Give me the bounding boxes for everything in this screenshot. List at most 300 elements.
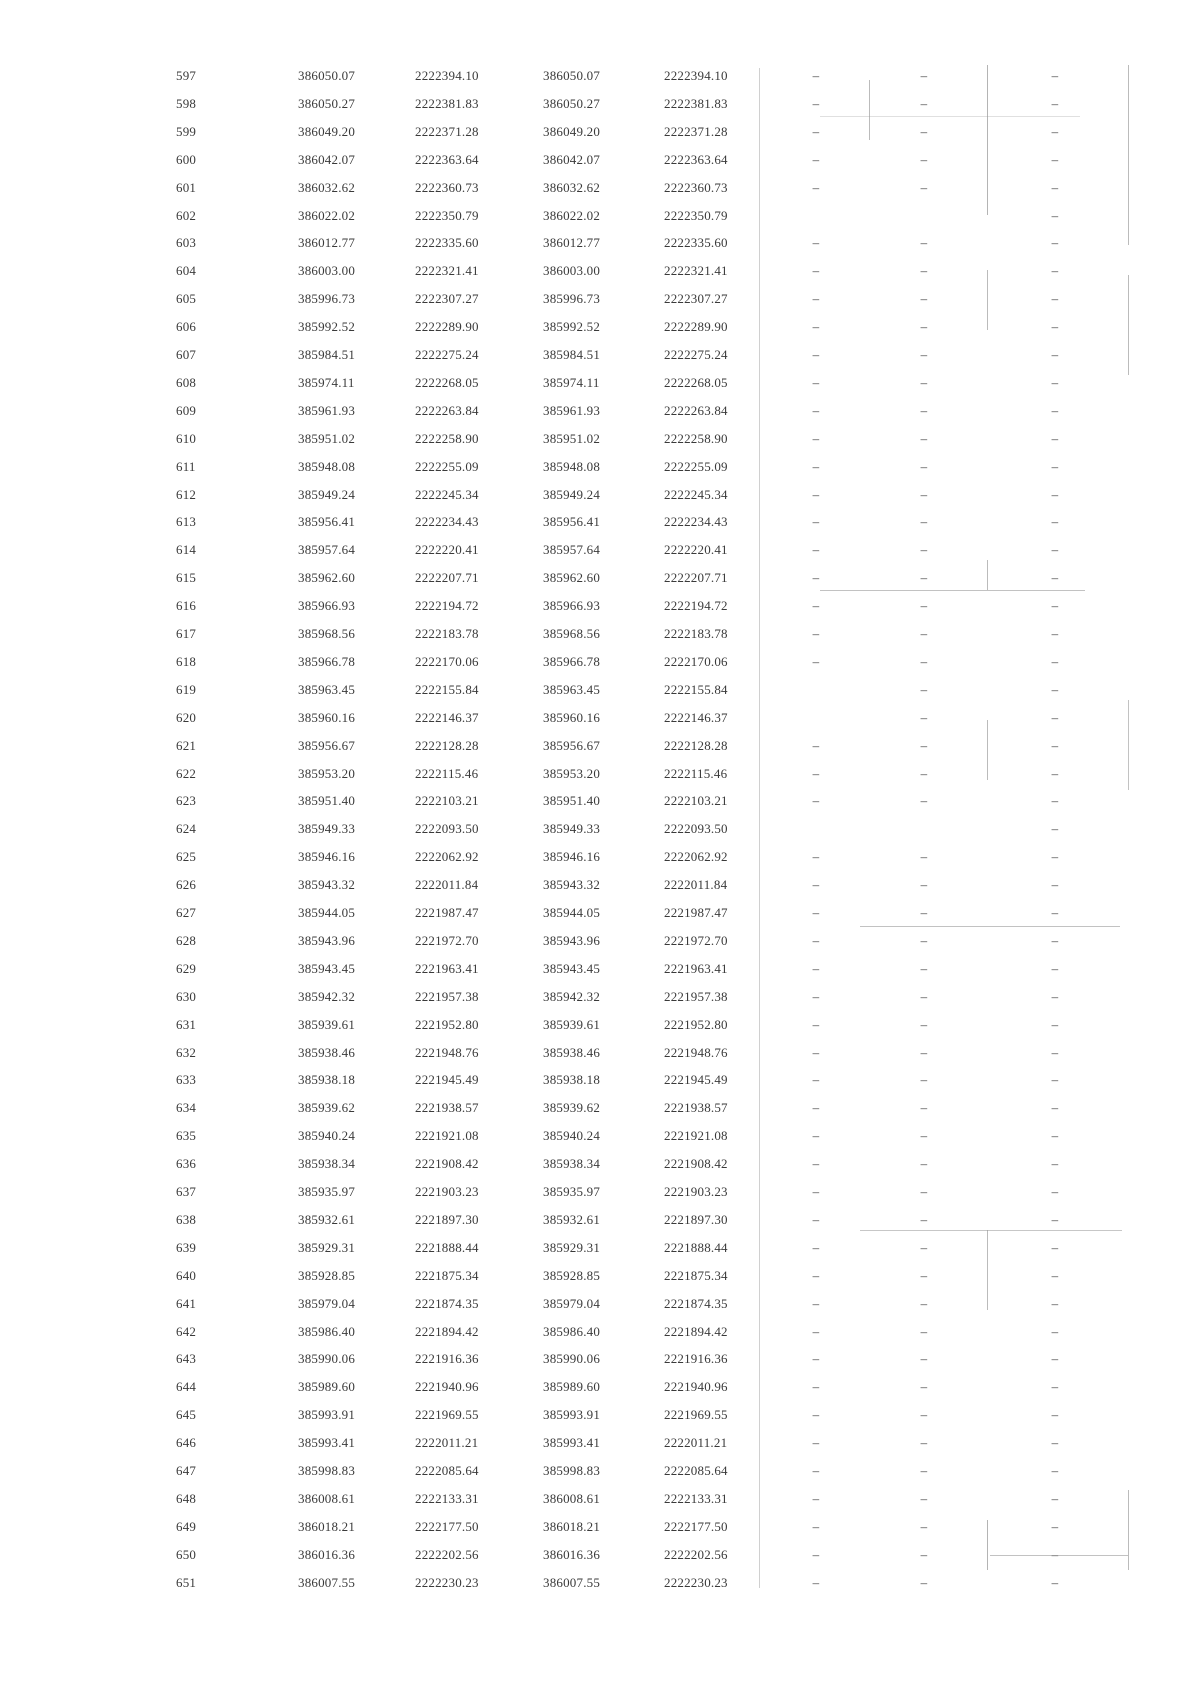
- cell-x1: 385984.51: [298, 347, 356, 362]
- cell-y1: 2222230.23: [415, 1574, 479, 1590]
- cell-no: 635: [176, 1128, 197, 1144]
- cell-d3: –: [1051, 1435, 1059, 1451]
- cell-x2: 385963.45: [543, 681, 601, 697]
- cell-d2: –: [920, 653, 928, 669]
- cell-no: 649: [176, 1518, 197, 1534]
- cell-d2: –: [920, 988, 928, 1004]
- cell-no: 633: [176, 1072, 197, 1088]
- cell-d1: [806, 704, 826, 732]
- cell-d1: –: [812, 68, 820, 83]
- cell-x1: 385951.02: [298, 430, 356, 446]
- cell-d3: –: [1051, 291, 1059, 307]
- cell-d2: –: [920, 347, 928, 362]
- cell-x1: 385939.62: [298, 1100, 356, 1116]
- cell-no: 601: [176, 179, 197, 195]
- cell-x2: 385992.52: [543, 319, 601, 335]
- table-row: [0, 815, 1200, 843]
- cell-y1: 2221875.34: [415, 1267, 479, 1283]
- cell-x1: 385990.06: [298, 1351, 356, 1367]
- cell-x1: 385951.40: [298, 793, 356, 809]
- cell-d2: –: [920, 1128, 928, 1144]
- cell-x2: 385938.34: [543, 1156, 601, 1172]
- cell-d3: –: [1051, 151, 1059, 167]
- cell-x2: 385951.40: [543, 793, 601, 809]
- cell-d2: –: [920, 374, 928, 390]
- cell-x1: 385939.61: [298, 1016, 356, 1032]
- cell-x1: 386050.27: [298, 95, 356, 111]
- cell-x1: 385998.83: [298, 1463, 356, 1478]
- cell-d1: –: [812, 1211, 820, 1227]
- cell-y2: 2222230.23: [664, 1574, 728, 1590]
- cell-x2: 385993.91: [543, 1407, 601, 1423]
- cell-y1: 2221916.36: [415, 1351, 479, 1367]
- cell-d1: –: [812, 570, 820, 586]
- table-rule: [987, 1230, 988, 1310]
- table-rule: [1128, 275, 1129, 375]
- cell-y2: 2222263.84: [664, 402, 728, 418]
- cell-d1: –: [812, 626, 820, 641]
- cell-x1: 386032.62: [298, 179, 356, 195]
- cell-x2: 385943.45: [543, 960, 601, 976]
- cell-x1: 385956.41: [298, 514, 356, 530]
- cell-x1: 385968.56: [298, 626, 356, 641]
- table-row: [0, 1345, 1200, 1373]
- cell-d2: –: [920, 1267, 928, 1283]
- cell-x2: 385986.40: [543, 1323, 601, 1339]
- cell-x2: 385939.62: [543, 1100, 601, 1116]
- cell-d2: –: [920, 849, 928, 865]
- cell-d3: –: [1051, 932, 1059, 948]
- cell-y2: 2221894.42: [664, 1323, 728, 1339]
- cell-y2: 2221940.96: [664, 1379, 728, 1395]
- cell-x1: 385935.97: [298, 1184, 356, 1199]
- cell-x2: 385951.02: [543, 430, 601, 446]
- cell-no: 638: [176, 1211, 197, 1227]
- cell-x1: 385996.73: [298, 291, 356, 307]
- cell-d3: –: [1051, 598, 1059, 614]
- cell-y2: 2222170.06: [664, 653, 728, 669]
- cell-d2: –: [920, 1546, 928, 1562]
- cell-y1: 2222350.79: [415, 207, 479, 223]
- cell-y1: 2221940.96: [415, 1379, 479, 1395]
- cell-d1: –: [812, 1518, 820, 1534]
- cell-x2: 385929.31: [543, 1239, 601, 1255]
- cell-x2: 385944.05: [543, 905, 601, 920]
- cell-y1: 2222177.50: [415, 1518, 479, 1534]
- cell-x2: 385943.32: [543, 877, 601, 893]
- cell-no: 618: [176, 653, 197, 669]
- cell-d3: –: [1051, 1574, 1059, 1590]
- cell-y1: 2222335.60: [415, 235, 479, 251]
- cell-y1: 2221952.80: [415, 1016, 479, 1032]
- cell-y2: 2222011.84: [664, 877, 728, 893]
- cell-d1: –: [812, 374, 820, 390]
- cell-d1: –: [812, 1546, 820, 1562]
- cell-d2: –: [920, 905, 928, 920]
- cell-no: 645: [176, 1407, 197, 1423]
- cell-y1: 2221969.55: [415, 1407, 479, 1423]
- table-row: [0, 1318, 1200, 1346]
- cell-y1: 2222155.84: [415, 681, 479, 697]
- cell-d2: –: [920, 1184, 928, 1199]
- cell-d2: –: [920, 95, 928, 111]
- table-rule: [987, 560, 988, 590]
- table-row: [0, 425, 1200, 453]
- cell-d2: –: [920, 737, 928, 753]
- cell-d2: –: [920, 430, 928, 446]
- cell-no: 599: [176, 123, 197, 139]
- cell-d1: –: [812, 1128, 820, 1144]
- table-row: [0, 927, 1200, 955]
- cell-x2: 385949.24: [543, 486, 601, 502]
- cell-d2: –: [920, 1239, 928, 1255]
- cell-x2: 385948.08: [543, 458, 601, 474]
- cell-y1: 2222394.10: [415, 68, 479, 83]
- cell-x2: 385968.56: [543, 626, 601, 641]
- cell-d2: –: [920, 1518, 928, 1534]
- cell-x1: 386007.55: [298, 1574, 356, 1590]
- cell-y2: 2222155.84: [664, 681, 728, 697]
- table-row: [0, 704, 1200, 732]
- cell-d1: [806, 815, 826, 843]
- cell-y2: 2222062.92: [664, 849, 728, 865]
- table-row: [0, 118, 1200, 146]
- cell-d3: –: [1051, 179, 1059, 195]
- cell-no: 623: [176, 793, 197, 809]
- cell-no: 636: [176, 1156, 197, 1172]
- cell-d3: –: [1051, 1044, 1059, 1060]
- cell-d2: –: [920, 681, 928, 697]
- cell-y2: 2222258.90: [664, 430, 728, 446]
- cell-x1: 386042.07: [298, 151, 356, 167]
- cell-y1: 2221972.70: [415, 932, 479, 948]
- cell-x2: 386012.77: [543, 235, 601, 251]
- cell-d1: –: [812, 235, 820, 251]
- cell-x1: 385943.96: [298, 932, 356, 948]
- cell-y1: 2222128.28: [415, 737, 479, 753]
- cell-no: 604: [176, 263, 197, 279]
- cell-x2: 386050.07: [543, 68, 601, 83]
- cell-y1: 2221963.41: [415, 960, 479, 976]
- cell-x1: 386050.07: [298, 68, 356, 83]
- cell-y1: 2222170.06: [415, 653, 479, 669]
- table-row: [0, 1401, 1200, 1429]
- cell-d1: –: [812, 653, 820, 669]
- cell-x2: 386032.62: [543, 179, 601, 195]
- cell-y2: 2222194.72: [664, 598, 728, 614]
- cell-no: 628: [176, 932, 197, 948]
- cell-y1: 2221945.49: [415, 1072, 479, 1088]
- table-row: [0, 1513, 1200, 1541]
- cell-d3: –: [1051, 123, 1059, 139]
- cell-d1: –: [812, 542, 820, 558]
- table-row: [0, 453, 1200, 481]
- table-row: [0, 1457, 1200, 1485]
- cell-d3: –: [1051, 1239, 1059, 1255]
- cell-x1: 385974.11: [298, 374, 355, 390]
- cell-d2: –: [920, 709, 928, 725]
- cell-x2: 385940.24: [543, 1128, 601, 1144]
- cell-d1: –: [812, 263, 820, 279]
- cell-y1: 2221874.35: [415, 1295, 479, 1311]
- cell-y2: 2221938.57: [664, 1100, 728, 1116]
- table-row: [0, 732, 1200, 760]
- cell-d2: –: [920, 263, 928, 279]
- cell-y2: 2222220.41: [664, 542, 728, 558]
- cell-d1: –: [812, 458, 820, 474]
- cell-d3: –: [1051, 1156, 1059, 1172]
- table-rule: [860, 1230, 1122, 1231]
- cell-x1: 385938.46: [298, 1044, 356, 1060]
- cell-y2: 2222103.21: [664, 793, 728, 809]
- cell-no: 644: [176, 1379, 197, 1395]
- cell-y1: 2222115.46: [415, 765, 479, 781]
- cell-no: 614: [176, 542, 197, 558]
- cell-y2: 2222381.83: [664, 95, 728, 111]
- cell-x1: 385992.52: [298, 319, 356, 335]
- cell-x1: 385944.05: [298, 905, 356, 920]
- cell-x2: 385946.16: [543, 849, 601, 865]
- cell-d3: –: [1051, 1490, 1059, 1506]
- cell-y2: 2222133.31: [664, 1490, 728, 1506]
- cell-x2: 385984.51: [543, 347, 601, 362]
- cell-x2: 385962.60: [543, 570, 601, 586]
- cell-x1: 385938.18: [298, 1072, 356, 1088]
- cell-y1: 2222321.41: [415, 263, 479, 279]
- cell-x2: 385961.93: [543, 402, 601, 418]
- cell-no: 600: [176, 151, 197, 167]
- cell-d3: –: [1051, 95, 1059, 111]
- cell-x1: 385966.93: [298, 598, 356, 614]
- table-row: [0, 62, 1200, 90]
- cell-d3: –: [1051, 1518, 1059, 1534]
- cell-d2: –: [920, 1072, 928, 1088]
- cell-d3: –: [1051, 319, 1059, 335]
- cell-y1: 2222371.28: [415, 123, 479, 139]
- cell-d3: –: [1051, 1072, 1059, 1088]
- cell-no: 619: [176, 681, 197, 697]
- table-rule: [820, 590, 1085, 591]
- cell-d1: –: [812, 319, 820, 335]
- cell-x2: 386016.36: [543, 1546, 601, 1562]
- cell-d3: –: [1051, 570, 1059, 586]
- cell-d3: –: [1051, 1407, 1059, 1423]
- table-rule: [860, 926, 1120, 927]
- cell-y2: 2222289.90: [664, 319, 728, 335]
- cell-d3: –: [1051, 1323, 1059, 1339]
- cell-d3: –: [1051, 458, 1059, 474]
- cell-x2: 385949.33: [543, 821, 601, 837]
- cell-d1: –: [812, 1379, 820, 1395]
- cell-x2: 385974.11: [543, 374, 600, 390]
- cell-x2: 386042.07: [543, 151, 601, 167]
- cell-no: 634: [176, 1100, 197, 1116]
- cell-y1: 2222093.50: [415, 821, 479, 837]
- cell-no: 624: [176, 821, 197, 837]
- cell-y2: 2222268.05: [664, 374, 728, 390]
- cell-y2: 2222335.60: [664, 235, 728, 251]
- cell-d1: –: [812, 793, 820, 809]
- table-row: [0, 620, 1200, 648]
- cell-d1: –: [812, 1323, 820, 1339]
- cell-d1: –: [812, 402, 820, 418]
- cell-y1: 2221948.76: [415, 1044, 479, 1060]
- cell-no: 625: [176, 849, 197, 865]
- cell-d1: –: [812, 1435, 820, 1451]
- table-row: [0, 1178, 1200, 1206]
- cell-x2: 386049.20: [543, 123, 601, 139]
- cell-d3: –: [1051, 765, 1059, 781]
- cell-y2: 2222234.43: [664, 514, 728, 530]
- cell-x1: 385953.20: [298, 765, 356, 781]
- cell-x1: 385961.93: [298, 402, 356, 418]
- table-rule: [1128, 65, 1129, 245]
- cell-y2: 2222307.27: [664, 291, 728, 307]
- cell-d2: –: [920, 1100, 928, 1116]
- cell-y1: 2222183.78: [415, 626, 479, 641]
- cell-d1: –: [812, 988, 820, 1004]
- cell-y2: 2221897.30: [664, 1211, 728, 1227]
- cell-y1: 2221957.38: [415, 988, 479, 1004]
- cell-d2: –: [920, 151, 928, 167]
- cell-y1: 2222363.64: [415, 151, 479, 167]
- cell-x1: 385940.24: [298, 1128, 356, 1144]
- table-rule: [987, 65, 988, 215]
- cell-y1: 2222011.21: [415, 1435, 479, 1451]
- cell-no: 605: [176, 291, 197, 307]
- cell-y2: 2222350.79: [664, 207, 728, 223]
- cell-y2: 2221875.34: [664, 1267, 728, 1283]
- cell-y1: 2222062.92: [415, 849, 479, 865]
- cell-y2: 2222360.73: [664, 179, 728, 195]
- cell-d1: –: [812, 291, 820, 307]
- cell-y2: 2222085.64: [664, 1463, 728, 1478]
- cell-y1: 2222289.90: [415, 319, 479, 335]
- table-row: [0, 1039, 1200, 1067]
- cell-x2: 385939.61: [543, 1016, 601, 1032]
- table-row: [0, 285, 1200, 313]
- cell-no: 626: [176, 877, 197, 893]
- table-row: [0, 760, 1200, 788]
- cell-x2: 386008.61: [543, 1490, 601, 1506]
- cell-no: 613: [176, 514, 197, 530]
- cell-d2: –: [920, 1379, 928, 1395]
- cell-no: 630: [176, 988, 197, 1004]
- cell-x2: 385960.16: [543, 709, 601, 725]
- cell-no: 602: [176, 207, 197, 223]
- cell-d2: [914, 815, 934, 843]
- cell-x2: 386018.21: [543, 1518, 601, 1534]
- cell-d3: –: [1051, 347, 1059, 362]
- cell-y2: 2222202.56: [664, 1546, 728, 1562]
- cell-d2: –: [920, 1295, 928, 1311]
- cell-d1: –: [812, 151, 820, 167]
- cell-d3: –: [1051, 402, 1059, 418]
- cell-y1: 2222258.90: [415, 430, 479, 446]
- cell-y2: 2221957.38: [664, 988, 728, 1004]
- cell-x1: 385989.60: [298, 1379, 356, 1395]
- cell-no: 616: [176, 598, 197, 614]
- cell-x2: 385935.97: [543, 1184, 601, 1199]
- cell-no: 598: [176, 95, 197, 111]
- cell-y2: 2222255.09: [664, 458, 728, 474]
- table-row: [0, 676, 1200, 704]
- cell-y2: 2221888.44: [664, 1239, 728, 1255]
- cell-no: 606: [176, 319, 197, 335]
- cell-d2: –: [920, 1323, 928, 1339]
- cell-d3: –: [1051, 1267, 1059, 1283]
- cell-d2: –: [920, 291, 928, 307]
- cell-d3: –: [1051, 486, 1059, 502]
- cell-y1: 2221987.47: [415, 905, 479, 920]
- cell-y2: 2222363.64: [664, 151, 728, 167]
- cell-d2: –: [920, 514, 928, 530]
- cell-y2: 2222115.46: [664, 765, 728, 781]
- cell-x1: 385960.16: [298, 709, 356, 725]
- cell-d2: –: [920, 793, 928, 809]
- cell-no: 603: [176, 235, 197, 251]
- cell-d1: –: [812, 877, 820, 893]
- cell-y2: 2222128.28: [664, 737, 728, 753]
- cell-no: 642: [176, 1323, 197, 1339]
- cell-y2: 2221972.70: [664, 932, 728, 948]
- cell-no: 650: [176, 1546, 197, 1562]
- cell-d2: –: [920, 1490, 928, 1506]
- cell-x1: 385962.60: [298, 570, 356, 586]
- cell-x1: 385942.32: [298, 988, 356, 1004]
- table-row: [0, 90, 1200, 118]
- cell-y1: 2222085.64: [415, 1463, 479, 1478]
- table-rule: [759, 68, 760, 1588]
- table-row: [0, 369, 1200, 397]
- cell-x1: 385949.33: [298, 821, 356, 837]
- cell-y1: 2221888.44: [415, 1239, 479, 1255]
- cell-x2: 385989.60: [543, 1379, 601, 1395]
- table-row: [0, 397, 1200, 425]
- cell-d3: –: [1051, 1184, 1059, 1199]
- table-row: [0, 313, 1200, 341]
- cell-no: 611: [176, 458, 196, 474]
- table-row: [0, 899, 1200, 927]
- cell-d3: –: [1051, 1379, 1059, 1395]
- cell-d3: –: [1051, 1463, 1059, 1478]
- cell-no: 610: [176, 430, 197, 446]
- cell-x2: 386050.27: [543, 95, 601, 111]
- cell-d3: –: [1051, 626, 1059, 641]
- cell-y1: 2222381.83: [415, 95, 479, 111]
- cell-no: 632: [176, 1044, 197, 1060]
- table-rule: [869, 80, 870, 140]
- cell-no: 651: [176, 1574, 197, 1590]
- table-row: [0, 536, 1200, 564]
- cell-y2: 2222146.37: [664, 709, 728, 725]
- cell-y2: 2221963.41: [664, 960, 728, 976]
- cell-no: 627: [176, 905, 197, 920]
- cell-y1: 2222307.27: [415, 291, 479, 307]
- cell-y2: 2222245.34: [664, 486, 728, 502]
- cell-d2: –: [920, 68, 928, 83]
- cell-y1: 2222133.31: [415, 1490, 479, 1506]
- cell-d3: –: [1051, 1016, 1059, 1032]
- cell-d2: –: [920, 1435, 928, 1451]
- cell-x1: 385929.31: [298, 1239, 356, 1255]
- cell-x2: 386003.00: [543, 263, 601, 279]
- cell-no: 622: [176, 765, 197, 781]
- cell-d1: –: [812, 1156, 820, 1172]
- table-rule: [1128, 1490, 1129, 1570]
- cell-d3: –: [1051, 653, 1059, 669]
- cell-d1: –: [812, 179, 820, 195]
